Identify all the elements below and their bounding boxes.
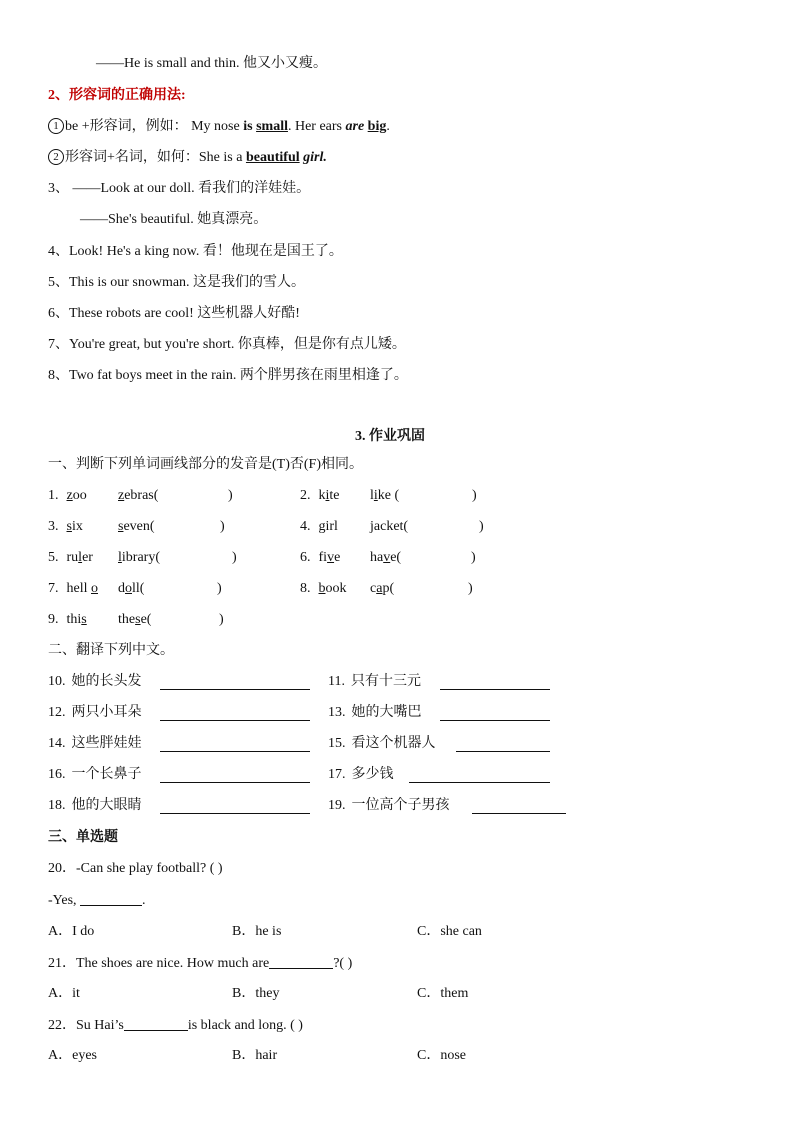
item-number: 4. [300,519,311,534]
answer-blank[interactable] [456,736,550,752]
underlined-letter: v [383,550,391,565]
question-text: is black and long. ( ) [187,1018,303,1033]
item-number: 3. [48,519,59,534]
question-text: ?( ) [333,956,353,971]
part1-heading: 一、判断下列单词画线部分的发音是(T)否(F)相同。 [48,457,363,472]
word-part: even( [123,519,155,534]
item-number: 19. [328,798,346,813]
translation-item [328,703,422,723]
sentence-5: 5、This is our snowman. 这是我们的雪人。 [48,275,306,290]
chinese-phrase: 她的大嘴巴 [351,705,422,720]
circled-number: 2 [48,149,64,165]
underlined-letter: l [118,550,122,565]
word-part: d [118,581,125,596]
comparison-word [370,548,401,568]
answer-blank[interactable] [472,798,566,814]
underlined-word: beautiful [245,150,300,165]
word-part: acket( [373,519,409,534]
word-part: oo [72,488,87,503]
q20-option-a[interactable]: A．I do [48,924,95,939]
section-title: 3. 作业巩固 [355,429,425,444]
pronunciation-item [48,517,83,537]
answer-blank[interactable] [160,767,310,783]
word-part: te [329,488,340,503]
chinese-phrase: 两只小耳朵 [71,705,142,720]
sentence-4: 4、Look! He's a king now. 看！他现在是国王了。 [48,244,343,259]
rule-text: be +形容词，例如： My nose [65,119,244,134]
q22-option-b[interactable]: B．hair [232,1048,278,1063]
chinese-phrase: 他的大眼睛 [71,798,142,813]
underlined-letter: z [66,488,73,503]
item-number: 9. [48,612,59,627]
comparison-word [370,486,399,506]
translation-item [48,734,142,754]
answer-paren-close[interactable]: ) [219,612,224,627]
word-part: e [334,550,341,565]
item-number: 1. [48,488,59,503]
underlined-letter: o [125,581,132,596]
chinese-phrase: 看这个机器人 [351,736,436,751]
pronunciation-item [300,579,347,599]
translation-item [48,672,142,692]
pronunciation-item [48,548,93,568]
chinese-phrase: 一位高个子男孩 [351,798,450,813]
underlined-word: small [256,119,288,134]
comparison-word [118,548,160,568]
pronunciation-item [48,610,87,630]
bold-italic-word: are [345,119,365,134]
answer-blank[interactable] [160,705,310,721]
answer-paren-close[interactable]: ) [228,488,233,503]
answer-blank[interactable] [80,890,142,906]
underlined-letter: j [370,519,374,534]
q21-option-c[interactable]: C．them [417,986,469,1001]
underlined-letter: s [81,612,87,627]
question-20-stem: 20．-Can she play football? ( ) [48,861,223,876]
underlined-letter: a [376,581,383,596]
answer-prefix: -Yes, [48,893,81,908]
word-part: irl [325,519,338,534]
chinese-phrase: 一个长鼻子 [71,767,142,782]
underlined-letter: i [373,488,378,503]
sentence-3a: 3、 ——Look at our doll. 看我们的洋娃娃。 [48,181,311,196]
answer-paren-close[interactable]: ) [220,519,225,534]
question-text: 21．The shoes are nice. How much are [48,956,270,971]
q20-option-b[interactable]: B．he is [232,924,282,939]
word-part: the [118,612,136,627]
translation-item [48,703,142,723]
chinese-phrase: 这些胖娃娃 [71,736,142,751]
sentence-3b: ——She's beautiful. 她真漂亮。 [80,212,268,227]
item-number: 15. [328,736,346,751]
item-number: 12. [48,705,66,720]
answer-blank[interactable] [124,1015,188,1031]
word-part: ix [71,519,83,534]
word-part: ha [370,550,384,565]
underlined-letter: z [118,488,125,503]
answer-paren-close[interactable]: ) [471,550,476,565]
comparison-word [118,517,155,537]
answer-blank[interactable] [160,674,310,690]
word-part: p( [382,581,395,596]
rule-text: . Her ears [287,119,346,134]
sentence-7: 7、You're great, but you're short. 你真棒，但是你有点儿矮。 [48,337,406,352]
chinese-phrase: 多少钱 [351,767,394,782]
question-22-stem [48,1015,303,1036]
answer-blank[interactable] [160,798,310,814]
word-part: e( [390,550,402,565]
comparison-word [370,517,408,537]
translation-item [328,734,436,754]
question-20-answer-line [48,890,146,911]
translation-item [328,765,394,785]
translation-item [48,765,142,785]
bold-word: is [243,119,257,134]
comparison-word [118,579,144,599]
word-part: e( [140,612,152,627]
underlined-letter: o [91,581,98,596]
underlined-letter: g [318,519,326,534]
underlined-letter: s [66,519,72,534]
comparison-word [118,610,151,630]
answer-blank[interactable] [160,736,310,752]
pronunciation-item [300,548,340,568]
example-line: ——He is small and thin. 他又小又瘦。 [96,56,327,71]
item-number: 2. [300,488,311,503]
answer-blank[interactable] [409,767,550,783]
sentence-8: 8、Two fat boys meet in the rain. 两个胖男孩在雨里相逢了。 [48,368,408,383]
comparison-word [370,579,394,599]
word-part: l [370,488,374,503]
underlined-letter: i [325,488,330,503]
item-number: 14. [48,736,66,751]
bold-italic-word: girl. [303,150,327,165]
word-part: thi [66,612,82,627]
rule-2 [48,148,327,168]
translation-item [48,796,142,816]
word-part: hell [66,581,91,596]
word-part: c [370,581,377,596]
chinese-phrase: 她的长头发 [71,674,142,689]
item-number: 17. [328,767,346,782]
question-text: 22．Su Hai’s [48,1018,124,1033]
part3-heading: 三、单选题 [48,830,118,845]
item-number: 16. [48,767,66,782]
comparison-word [118,486,158,506]
word-part: ru [66,550,79,565]
pronunciation-item [48,579,98,599]
underlined-letter: s [135,612,141,627]
word-part: fi [318,550,328,565]
underlined-letter: s [118,519,124,534]
answer-blank[interactable] [440,674,550,690]
answer-paren-close[interactable]: ) [232,550,237,565]
answer-blank[interactable] [440,705,550,721]
underlined-letter: b [318,581,326,596]
sentence-6: 6、These robots are cool! 这些机器人好酷! [48,306,300,321]
item-number: 13. [328,705,346,720]
translation-item [328,672,421,692]
answer-paren-close[interactable]: ) [468,581,473,596]
part2-heading: 二、翻译下列中文。 [48,643,174,658]
question-21-stem [48,953,352,974]
q22-option-c[interactable]: C．nose [417,1048,466,1063]
pronunciation-item [300,517,338,537]
q20-option-c[interactable]: C．she can [417,924,482,939]
word-part: ke ( [377,488,400,503]
word-part: k [318,488,326,503]
underlined-letter: v [327,550,335,565]
answer-blank[interactable] [269,953,333,969]
item-number: 7. [48,581,59,596]
rule-1 [48,117,390,137]
word-part: er [82,550,93,565]
word-part: ebras( [124,488,159,503]
chinese-phrase: 只有十三元 [350,674,421,689]
q21-option-b[interactable]: B．they [232,986,280,1001]
q21-option-a[interactable]: A．it [48,986,80,1001]
answer-paren-close[interactable]: ) [479,519,484,534]
period: . [142,893,146,908]
answer-paren-close[interactable]: ) [472,488,477,503]
pronunciation-item [300,486,340,506]
word-part: ibrary( [121,550,160,565]
q22-option-a[interactable]: A．eyes [48,1048,97,1063]
item-number: 6. [300,550,311,565]
word-part: ll( [132,581,145,596]
heading-adjective-usage: 2、形容词的正确用法: [48,88,186,103]
circled-number: 1 [48,118,64,134]
underlined-letter: l [78,550,83,565]
rule-text: 形容词+名词，如何：She is a [65,150,246,165]
answer-paren-close[interactable]: ) [217,581,222,596]
translation-item [328,796,450,816]
period: . [386,119,390,134]
underlined-word: big [367,119,387,134]
item-number: 10. [48,674,66,689]
item-number: 18. [48,798,66,813]
item-number: 5. [48,550,59,565]
item-number: 8. [300,581,311,596]
word-part: ook [325,581,347,596]
item-number: 11. [328,674,345,689]
pronunciation-item [48,486,87,506]
